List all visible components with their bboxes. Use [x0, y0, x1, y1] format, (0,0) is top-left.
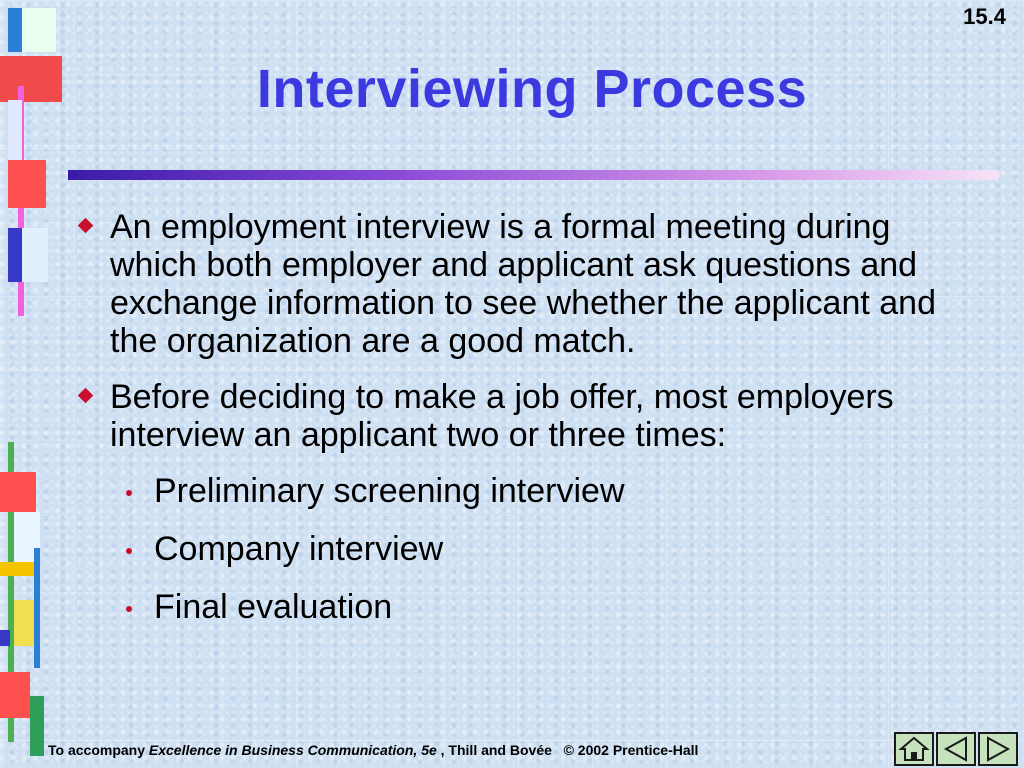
sub-bullet-text: Final evaluation	[154, 588, 393, 626]
footer-copyright: © 2002 Prentice-Hall	[563, 742, 699, 758]
slide-title: Interviewing Process	[256, 59, 808, 119]
bullet-text: Before deciding to make a job offer, most employers interview an applicant two or three times:	[110, 378, 894, 454]
footer-book-title: Excellence in Business Communication, 5e	[148, 742, 437, 758]
sub-bullet-text: Preliminary screening interview	[154, 472, 625, 510]
footer-authors: , Thill and Bovée	[436, 742, 552, 758]
sub-bullet-item	[76, 472, 976, 510]
dot-bullet-icon	[126, 548, 132, 554]
bullet-item	[76, 378, 976, 454]
bullet-item	[76, 208, 976, 360]
previous-arrow-icon	[938, 734, 974, 764]
next-arrow-icon	[980, 734, 1016, 764]
footer-prefix: To accompany	[48, 742, 149, 758]
bullet-text: An employment interview is a formal meeting during which both employer and applicant ask questions and exchange information to see whether the applicant and the organization are a good match.	[110, 208, 936, 360]
sub-bullet-text: Company interview	[154, 530, 444, 568]
home-icon	[896, 734, 932, 764]
diamond-bullet-icon	[78, 218, 94, 234]
sub-bullet-item	[76, 530, 976, 568]
home-button[interactable]	[894, 732, 934, 766]
dot-bullet-icon	[126, 490, 132, 496]
slide-number: 15.4	[963, 4, 1006, 29]
diamond-bullet-icon	[78, 388, 94, 404]
dot-bullet-icon	[126, 606, 132, 612]
slide-footer	[48, 742, 698, 758]
slide-navigation	[894, 732, 1018, 766]
title-underline	[68, 170, 1000, 180]
next-slide-button[interactable]	[978, 732, 1018, 766]
sub-bullet-item	[76, 588, 976, 626]
slide-content	[76, 208, 976, 646]
previous-slide-button[interactable]	[936, 732, 976, 766]
sub-bullet-list	[76, 472, 976, 626]
